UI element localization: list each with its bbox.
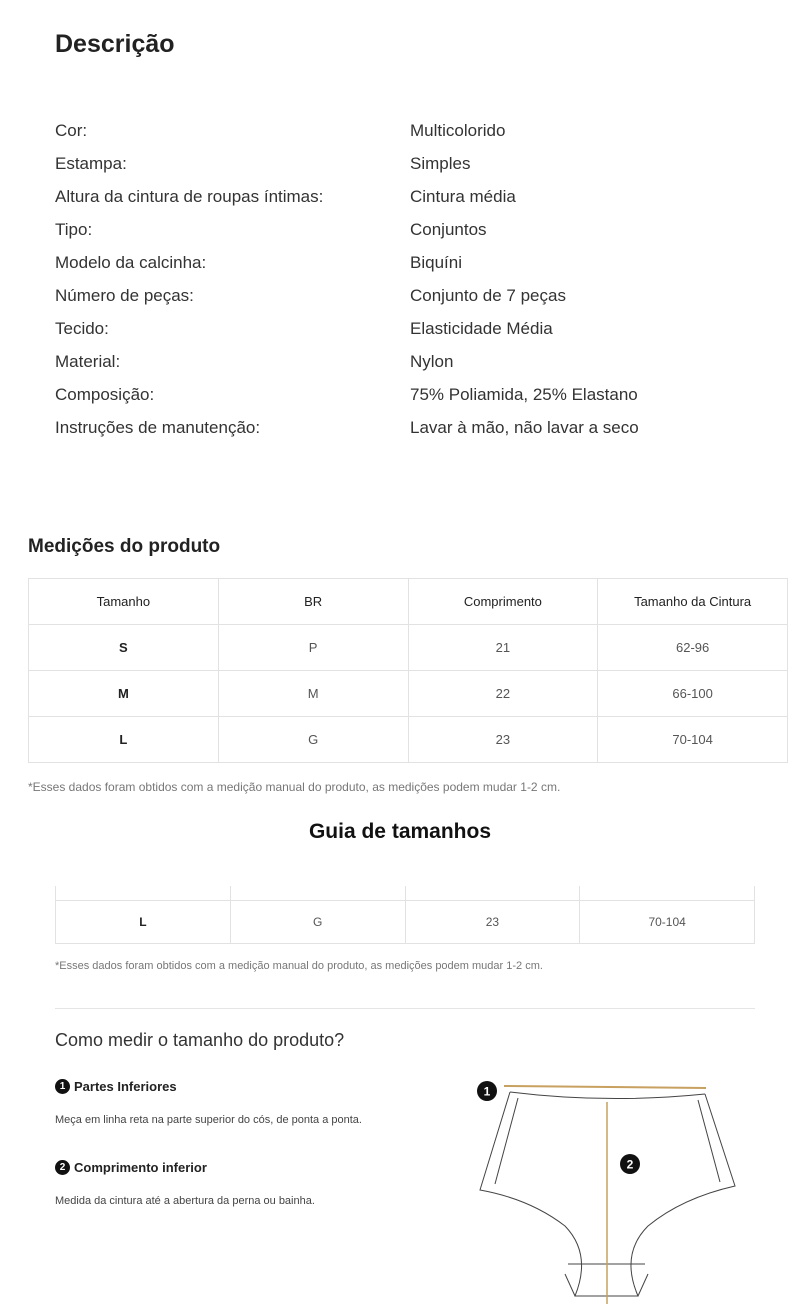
table-cell: 66-100 <box>598 671 788 717</box>
measurements-table <box>28 578 788 763</box>
row-key: Número de peças: <box>55 285 194 305</box>
step-text: Medida da cintura até a abertura da perna ou bainha. <box>55 1195 315 1207</box>
row-key: Estampa: <box>55 153 127 173</box>
description-list <box>55 114 639 444</box>
table-cell: P <box>218 625 408 671</box>
table-stub <box>55 886 755 900</box>
number-one-icon: 1 <box>55 1079 70 1094</box>
description-row <box>55 345 639 378</box>
measurements-note: *Esses dados foram obtidos com a medição manual do produto, as medições podem mudar 1-2 cm. <box>28 780 561 794</box>
description-row <box>55 378 639 411</box>
row-key: Tecido: <box>55 318 109 338</box>
row-value: Conjunto de 7 peças <box>410 285 566 305</box>
column-header: Tamanho da Cintura <box>598 579 788 625</box>
row-key: Altura da cintura de roupas íntimas: <box>55 186 324 206</box>
table-cell: G <box>218 717 408 763</box>
table-cell: 23 <box>408 717 598 763</box>
table-cell: 70-104 <box>579 901 754 943</box>
underwear-diagram <box>470 1074 745 1309</box>
description-row <box>55 279 639 312</box>
table-cell: 23 <box>405 901 580 943</box>
description-row <box>55 312 639 345</box>
marker-two-label: 2 <box>626 1157 634 1172</box>
table-cell: M <box>29 671 219 717</box>
size-guide-title: Guia de tamanhos <box>308 820 492 843</box>
table-cell: 62-96 <box>598 625 788 671</box>
row-value: Multicolorido <box>410 120 506 140</box>
divider <box>55 1008 755 1009</box>
column-header: Comprimento <box>408 579 598 625</box>
row-value: Lavar à mão, não lavar a seco <box>410 417 639 437</box>
description-row <box>55 213 639 246</box>
table-header-row <box>29 579 788 625</box>
row-key: Material: <box>55 351 121 371</box>
table-cell: M <box>218 671 408 717</box>
table-cell: 70-104 <box>598 717 788 763</box>
table-cell: L <box>29 717 219 763</box>
table-cell: L <box>139 915 147 929</box>
row-value: Nylon <box>410 351 454 371</box>
row-value: Conjuntos <box>410 219 487 239</box>
row-value: Cintura média <box>410 186 516 206</box>
description-row <box>55 180 639 213</box>
row-value: Biquíni <box>410 252 462 272</box>
marker-one-label: 1 <box>483 1084 491 1099</box>
table-row <box>29 717 788 763</box>
row-key: Modelo da calcinha: <box>55 252 207 272</box>
measurements-title: Medições do produto <box>28 536 221 557</box>
column-header: BR <box>218 579 408 625</box>
row-key: Composição: <box>55 384 155 404</box>
row-key: Cor: <box>55 120 88 140</box>
table-row <box>29 671 788 717</box>
step-text: Meça em linha reta na parte superior do cós, de ponta a ponta. <box>55 1114 362 1126</box>
how-to-measure-title: Como medir o tamanho do produto? <box>55 1030 345 1050</box>
row-key: Instruções de manutenção: <box>55 417 261 437</box>
table-cell: 21 <box>408 625 598 671</box>
step-title <box>55 1079 177 1094</box>
table-row <box>55 900 755 944</box>
size-guide-note: *Esses dados foram obtidos com a medição manual do produto, as medições podem mudar 1-2 cm. <box>55 960 543 972</box>
description-title: Descrição <box>55 30 175 58</box>
row-value: Simples <box>410 153 471 173</box>
table-cell: S <box>29 625 219 671</box>
description-row <box>55 411 639 444</box>
step-title <box>55 1160 207 1175</box>
number-two-icon: 2 <box>55 1160 70 1175</box>
row-value: 75% Poliamida, 25% Elastano <box>410 384 638 404</box>
table-cell: G <box>230 901 405 943</box>
row-value: Elasticidade Média <box>410 318 553 338</box>
size-guide-table <box>55 886 755 944</box>
column-header: Tamanho <box>29 579 219 625</box>
description-row <box>55 246 639 279</box>
description-row <box>55 147 639 180</box>
table-cell: 22 <box>408 671 598 717</box>
description-row <box>55 114 639 147</box>
row-key: Tipo: <box>55 219 93 239</box>
step-title-text: Partes Inferiores <box>74 1079 177 1094</box>
step-title-text: Comprimento inferior <box>74 1160 207 1175</box>
table-row <box>29 625 788 671</box>
